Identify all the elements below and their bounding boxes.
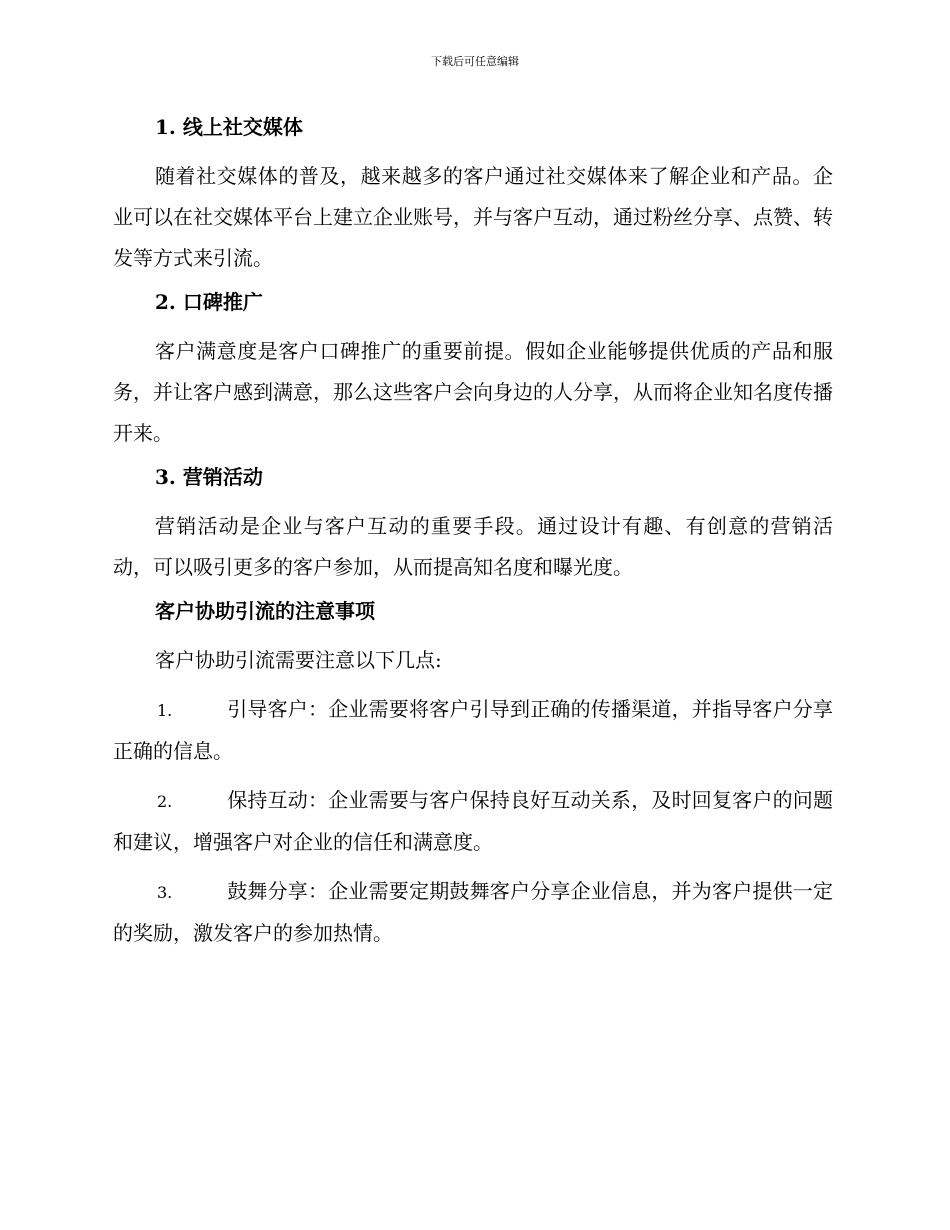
section-paragraph: 随着社交媒体的普及，越来越多的客户通过社交媒体来了解企业和产品。企业可以在社交媒体平台上建立企业账号，并与客户互动，通过粉丝分享、点赞、转发等方式来引流。: [113, 164, 833, 270]
section-paragraph: 客户满意度是客户口碑推广的重要前提。假如企业能够提供优质的产品和服务，并让客户感到满意，那么这些客户会向身边的人分享，从而将企业知名度传播开来。: [113, 339, 833, 445]
notes-intro: 客户协助引流需要注意以下几点:: [155, 648, 442, 672]
page-header: 下载后可任意编辑: [431, 55, 519, 68]
section-social-media: [113, 112, 833, 279]
section-heading: 3. 营销活动: [155, 465, 263, 489]
list-number: 3.: [157, 883, 173, 902]
section-word-of-mouth: [113, 287, 833, 454]
section-notes: [113, 596, 833, 954]
list-text: 鼓舞分享：企业需要定期鼓舞客户分享企业信息，并为客户提供一定的奖励，激发客户的参加热情。: [113, 879, 833, 945]
notes-heading: 客户协助引流的注意事项: [155, 599, 375, 623]
section-marketing-activities: [113, 462, 833, 588]
list-item: [113, 871, 833, 954]
section-heading: 2. 口碑推广: [155, 290, 263, 314]
list-item: [113, 780, 833, 863]
list-number: 1.: [157, 701, 173, 720]
section-heading: 1. 线上社交媒体: [155, 115, 303, 139]
document-body: [113, 112, 833, 962]
section-paragraph: 营销活动是企业与客户互动的重要手段。通过设计有趣、有创意的营销活动，可以吸引更多的客户参加，从而提高知名度和曝光度。: [113, 514, 833, 579]
list-text: 引导客户：企业需要将客户引导到正确的传播渠道，并指导客户分享正确的信息。: [113, 697, 833, 763]
list-number: 2.: [157, 792, 173, 811]
list-text: 保持互动：企业需要与客户保持良好互动关系，及时回复客户的问题和建议，增强客户对企业的信任和满意度。: [113, 788, 833, 854]
list-item: [113, 689, 833, 772]
